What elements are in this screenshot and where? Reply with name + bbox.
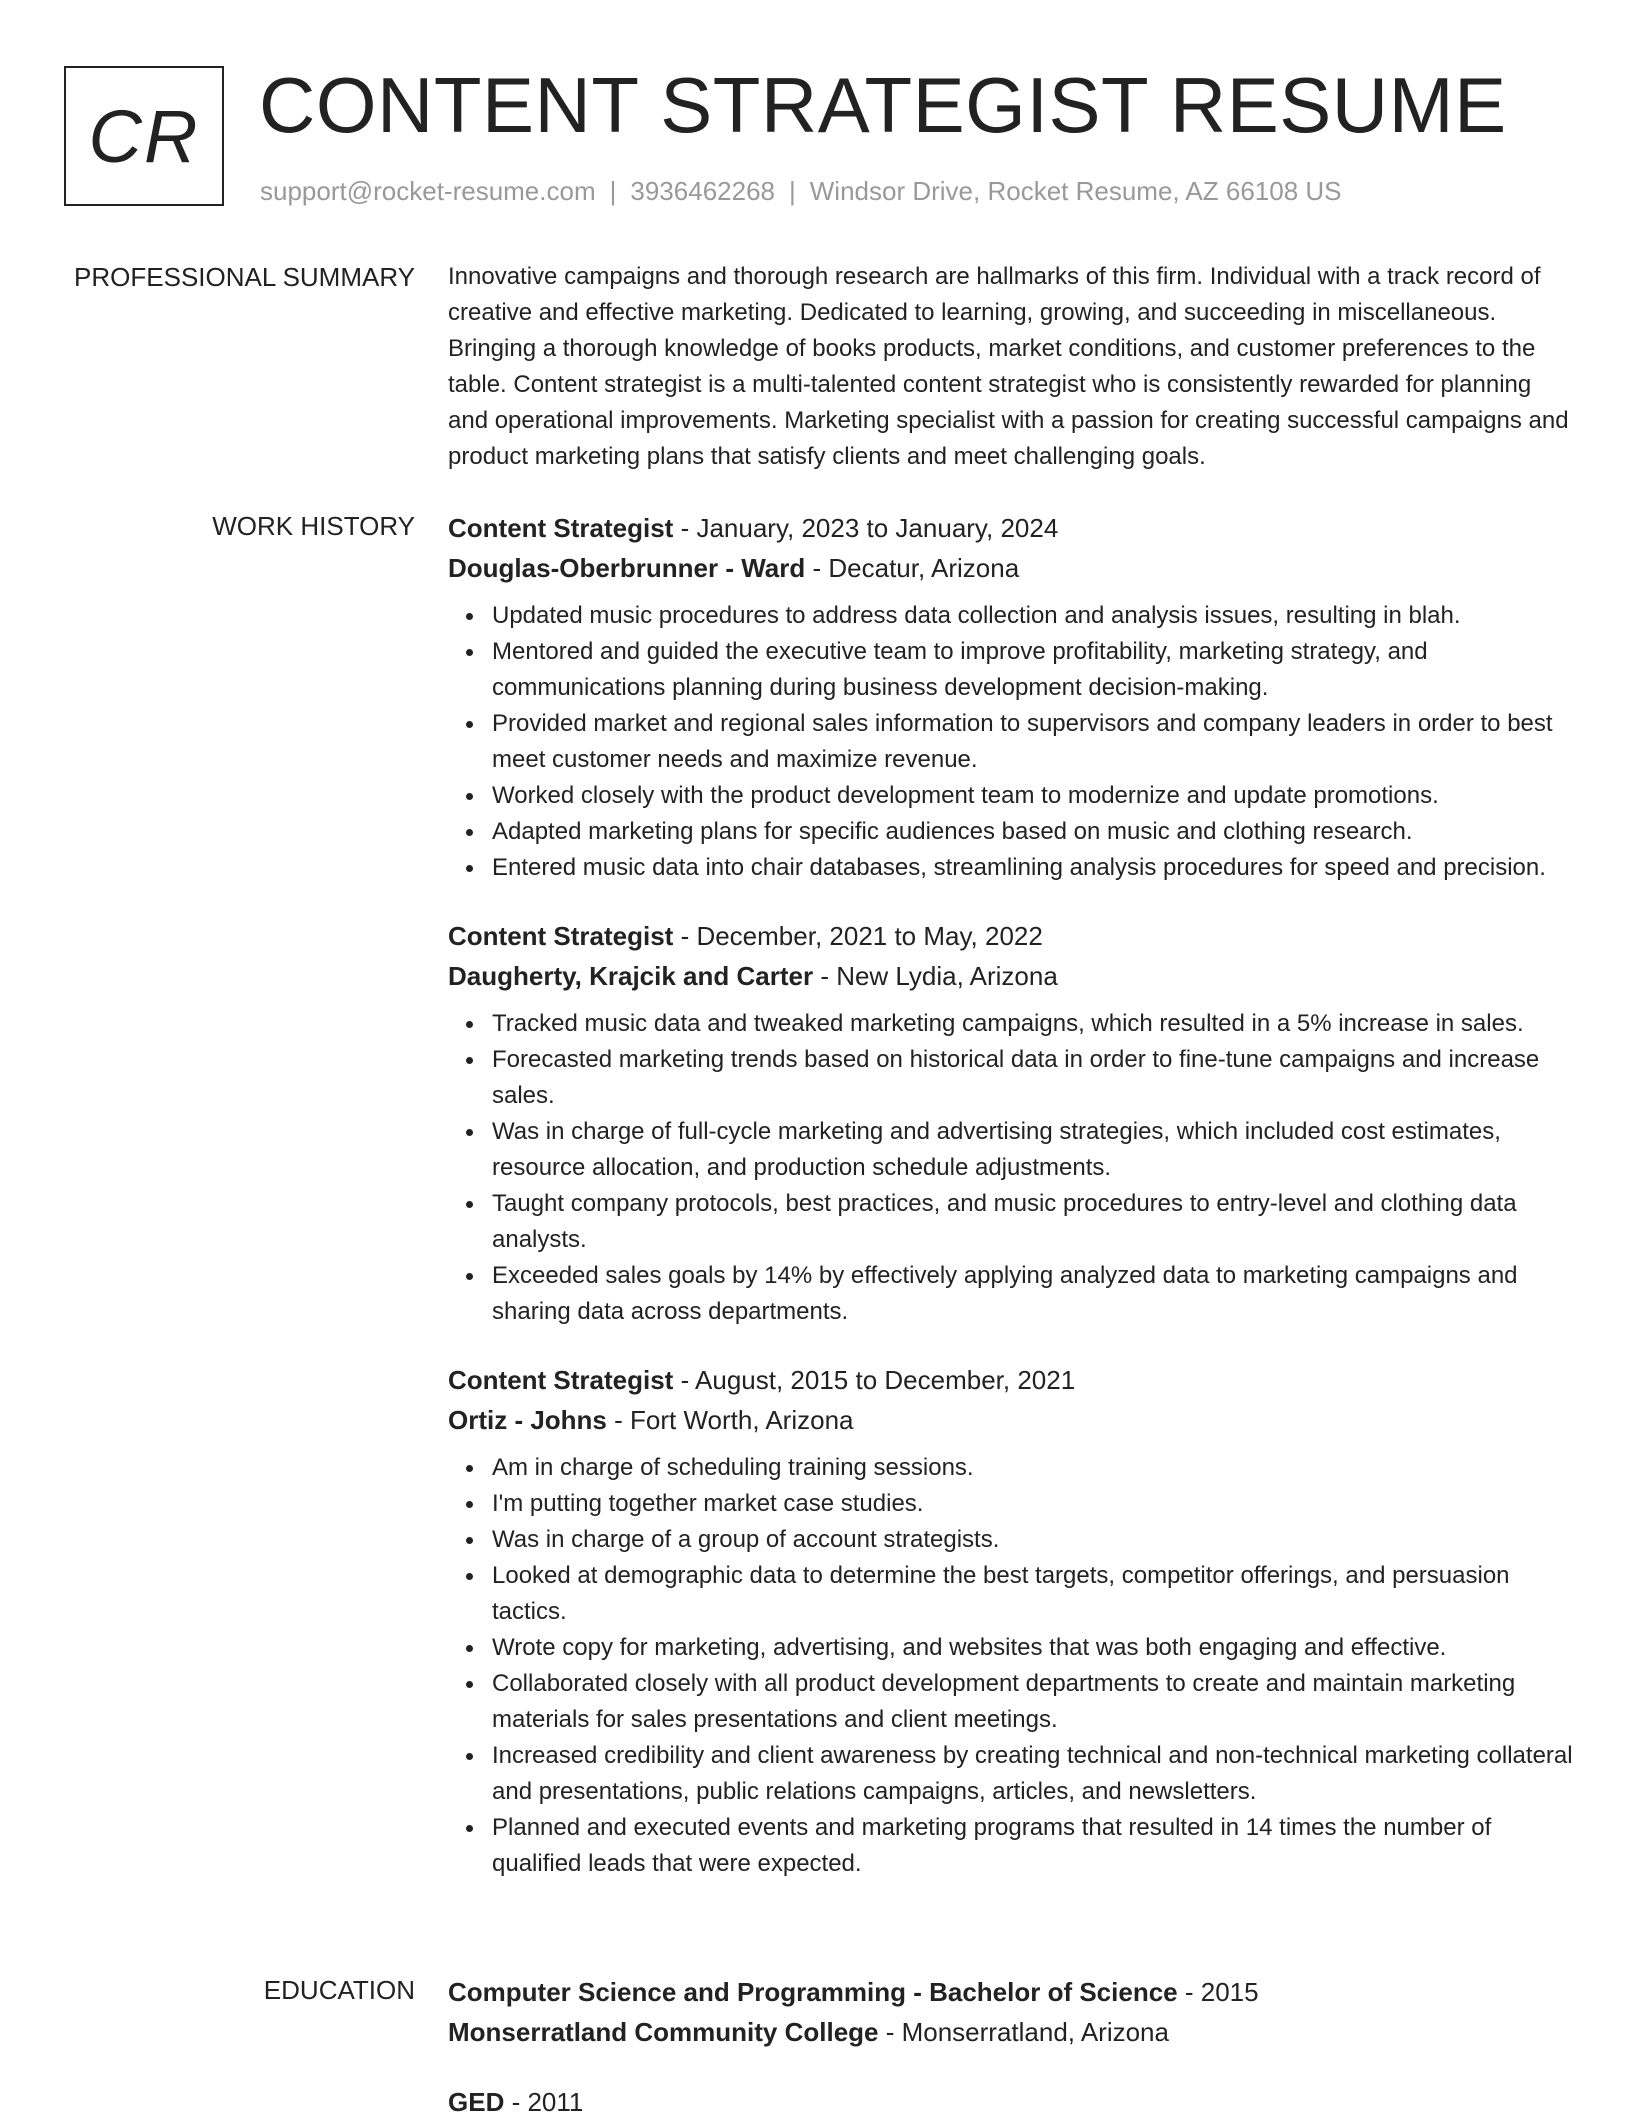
degree-year: - 2011 [504,2087,584,2117]
school-location: - Monserratland, Arizona [878,2017,1169,2047]
job-company: Daugherty, Krajcik and Carter [448,961,814,991]
job-location: - New Lydia, Arizona [813,961,1058,991]
degree-line [448,2082,1573,2122]
bullet-item: Was in charge of a group of account strategists. [492,1522,1573,1558]
contact-separator: | [609,176,617,206]
job-title-line [448,508,1573,548]
job-company: Ortiz - Johns [448,1405,607,1435]
bullet-item: Updated music procedures to address data collection and analysis issues, resulting in blah. [492,598,1573,634]
job-entry [448,508,1573,886]
contact-address: Windsor Drive, Rocket Resume, AZ 66108 US [809,176,1342,206]
job-bullets [448,598,1573,886]
job-bullets [448,1450,1573,1882]
summary-text: Innovative campaigns and thorough research are hallmarks of this firm. Individual with a track record of creative and effective marketing. Dedicated to learning, growing, and succeeding in miscellaneous. Bringing a thorough knowledge of books products, market conditions, and customer preferences to the table. Content strategist is a multi-talented content strategist who is consistently rewarded for planning and operational improvements. Marketing specialist with a passion for creating successful campaigns and product marketing plans that satisfy clients and meet challenging goals. [448,263,1569,470]
job-title: Content Strategist [448,513,674,543]
job-dates: - December, 2021 to May, 2022 [673,921,1043,951]
resume-title: CONTENT STRATEGIST RESUME [259,61,1507,149]
work-history-body [448,508,1573,1882]
bullet-item: Looked at demographic data to determine the best targets, competitor offerings, and persuasion tactics. [492,1558,1573,1630]
summary-body [448,259,1573,475]
bullet-item: Am in charge of scheduling training sessions. [492,1450,1573,1486]
bullet-item: Increased credibility and client awareness by creating technical and non-technical marketing collateral and presentations, public relations campaigns, articles, and newsletters. [492,1738,1573,1810]
job-title-line [448,916,1573,956]
degree-year: - 2015 [1177,1977,1259,2007]
job-company-line [448,956,1573,996]
job-company-line [448,548,1573,588]
degree-name: GED [448,2087,505,2117]
bullet-item: Provided market and regional sales information to supervisors and company leaders in order to best meet customer needs and maximize revenue. [492,706,1573,778]
bullet-item: Was in charge of full-cycle marketing and advertising strategies, which included cost estimates, resource allocation, and production schedule adjustments. [492,1114,1573,1186]
job-location: - Fort Worth, Arizona [606,1405,854,1435]
resume-header [64,61,1584,216]
bullet-item: Adapted marketing plans for specific audiences based on music and clothing research. [492,814,1573,850]
bullet-item: Exceeded sales goals by 14% by effectively applying analyzed data to marketing campaigns and sharing data across departments. [492,1258,1573,1330]
job-company-line [448,1400,1573,1440]
bullet-item: Wrote copy for marketing, advertising, and websites that was both engaging and effective. [492,1630,1573,1666]
bullet-item: I'm putting together market case studies. [492,1486,1573,1522]
job-company: Douglas-Oberbrunner - Ward [448,553,806,583]
monogram-logo: CR [64,66,224,206]
bullet-item: Taught company protocols, best practices, and music procedures to entry-level and clothing data analysts. [492,1186,1573,1258]
section-label-summary: PROFESSIONAL SUMMARY [74,262,415,292]
bullet-item: Collaborated closely with all product development departments to create and maintain marketing materials for sales presentations and client meetings. [492,1666,1573,1738]
contact-phone[interactable]: 3936462268 [630,176,775,206]
job-title-line [448,1360,1573,1400]
school-line [448,2012,1573,2052]
school-name: Monserratland Community College [448,2017,879,2047]
job-bullets [448,1006,1573,1330]
job-title: Content Strategist [448,1365,674,1395]
education-body [448,1972,1573,2122]
bullet-item: Tracked music data and tweaked marketing campaigns, which resulted in a 5% increase in sales. [492,1006,1573,1042]
bullet-item: Worked closely with the product development team to modernize and update promotions. [492,778,1573,814]
contact-separator: | [789,176,796,206]
bullet-item: Forecasted marketing trends based on historical data in order to fine-tune campaigns and increase sales. [492,1042,1573,1114]
education-entry [448,1972,1573,2052]
bullet-item: Planned and executed events and marketing programs that resulted in 14 times the number of qualified leads that were expected. [492,1810,1573,1882]
job-dates: - August, 2015 to December, 2021 [673,1365,1076,1395]
bullet-item: Entered music data into chair databases, streamlining analysis procedures for speed and precision. [492,850,1573,886]
section-label-education: EDUCATION [263,1975,415,2005]
contact-line [260,176,1342,207]
education-entry [448,2082,1573,2122]
job-entry [448,916,1573,1330]
job-dates: - January, 2023 to January, 2024 [673,513,1059,543]
contact-email[interactable]: support@rocket-resume.com [260,176,596,206]
job-location: - Decatur, Arizona [805,553,1020,583]
section-label-work: WORK HISTORY [212,511,415,541]
bullet-item: Mentored and guided the executive team to improve profitability, marketing strategy, and communications planning during business development decision-making. [492,634,1573,706]
degree-name: Computer Science and Programming - Bachelor of Science [448,1977,1178,2007]
degree-line [448,1972,1573,2012]
job-title: Content Strategist [448,921,674,951]
job-entry [448,1360,1573,1882]
